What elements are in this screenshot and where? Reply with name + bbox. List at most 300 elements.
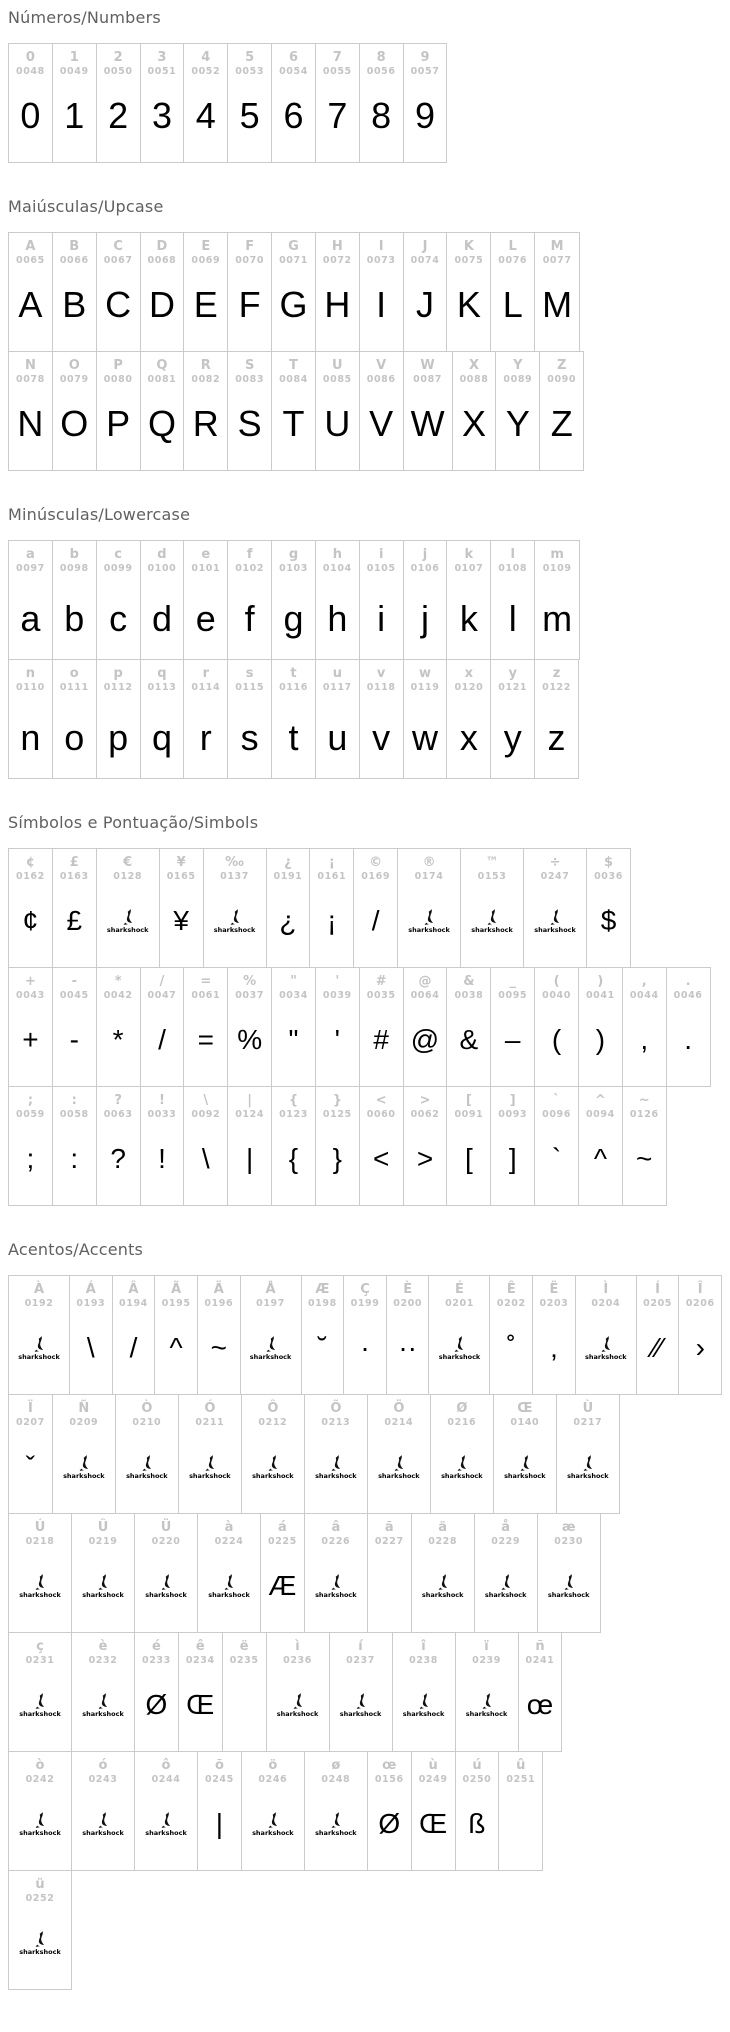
char-glyph: 0 bbox=[20, 95, 41, 136]
char-label: ] bbox=[509, 1093, 516, 1108]
char-cell bbox=[9, 1395, 52, 1513]
glyph-area bbox=[237, 1002, 262, 1078]
glyph-area bbox=[327, 694, 347, 770]
sharkshock-logo bbox=[211, 909, 259, 934]
char-cell bbox=[537, 1514, 600, 1632]
glyph-area bbox=[457, 267, 481, 343]
sharkshock-logo bbox=[312, 1574, 360, 1599]
char-cell bbox=[140, 44, 184, 162]
char-label: æ bbox=[561, 1520, 576, 1535]
sharkshock-logo bbox=[419, 1574, 467, 1599]
glyph-area bbox=[130, 1310, 138, 1386]
glyph-area bbox=[411, 1002, 439, 1078]
shark-fin-icon bbox=[203, 1455, 217, 1471]
char-label: Ç bbox=[360, 1282, 370, 1297]
sharkshock-logo-text: sharkshock bbox=[378, 1471, 420, 1480]
char-glyph: 4 bbox=[195, 95, 216, 136]
char-cell bbox=[140, 233, 184, 351]
glyph-area bbox=[60, 1429, 108, 1505]
sharkshock-logo-text: sharkshock bbox=[471, 925, 513, 934]
glyph-area bbox=[552, 1002, 561, 1078]
char-cell bbox=[183, 541, 227, 659]
sharkshock-logo bbox=[375, 1455, 423, 1480]
sharkshock-logo bbox=[205, 1574, 253, 1599]
char-glyph: , bbox=[640, 1024, 649, 1055]
glyph-area bbox=[417, 1121, 433, 1197]
glyph-area bbox=[23, 883, 39, 959]
char-code: 0122 bbox=[542, 682, 571, 693]
char-label: s bbox=[245, 666, 254, 681]
sharkshock-logo bbox=[16, 1693, 64, 1718]
sharkshock-logo-text: sharkshock bbox=[249, 1352, 292, 1361]
char-cell bbox=[9, 44, 52, 162]
section-rows bbox=[8, 232, 730, 471]
char-label: ó bbox=[98, 1758, 108, 1773]
char-code: 0077 bbox=[542, 255, 572, 266]
char-cell bbox=[9, 541, 52, 659]
char-label: ì bbox=[295, 1639, 300, 1654]
char-glyph: s bbox=[240, 717, 259, 758]
char-glyph: N bbox=[17, 403, 44, 444]
glyph-area bbox=[194, 267, 218, 343]
section bbox=[8, 813, 730, 1206]
glyph-area bbox=[238, 386, 262, 462]
shark-fin-icon bbox=[33, 1693, 47, 1709]
shark-fin-icon bbox=[329, 1455, 343, 1471]
char-label: _ bbox=[509, 974, 516, 989]
char-glyph: O bbox=[60, 403, 89, 444]
char-cell bbox=[523, 849, 586, 967]
char-glyph: \ bbox=[201, 1143, 210, 1174]
char-label: ¢ bbox=[25, 855, 35, 870]
char-code: 0037 bbox=[235, 990, 265, 1001]
char-cell bbox=[534, 233, 579, 351]
char-cell bbox=[315, 660, 359, 778]
sharkshock-logo bbox=[438, 1455, 486, 1480]
char-cell bbox=[52, 660, 96, 778]
char-glyph: ·· bbox=[398, 1332, 417, 1363]
char-cell bbox=[52, 352, 96, 470]
sharkshock-logo bbox=[405, 909, 453, 934]
char-code: 0119 bbox=[410, 682, 440, 693]
glyph-area bbox=[205, 1548, 253, 1624]
char-label: K bbox=[463, 239, 474, 254]
char-glyph: Œ bbox=[186, 1689, 215, 1720]
glyph-area bbox=[501, 1429, 549, 1505]
shark-fin-icon bbox=[77, 1455, 91, 1471]
shark-fin-icon bbox=[121, 909, 135, 925]
char-glyph: U bbox=[324, 403, 351, 444]
char-glyph: f bbox=[244, 598, 255, 639]
char-cell bbox=[240, 1276, 301, 1394]
char-label: $ bbox=[603, 855, 613, 870]
char-label: V bbox=[376, 358, 387, 373]
char-glyph: ¢ bbox=[22, 905, 39, 936]
char-label: W bbox=[420, 358, 435, 373]
char-label: Q bbox=[156, 358, 168, 373]
char-label: 6 bbox=[288, 50, 298, 65]
char-label: â bbox=[331, 1520, 341, 1535]
char-glyph: 5 bbox=[239, 95, 260, 136]
char-label: N bbox=[24, 358, 36, 373]
char-label: P bbox=[113, 358, 123, 373]
sharkshock-logo-text: sharkshock bbox=[534, 925, 576, 934]
char-label: Œ bbox=[517, 1401, 533, 1416]
char-cell bbox=[183, 1087, 227, 1205]
char-cell bbox=[183, 233, 227, 351]
char-glyph: w bbox=[412, 717, 439, 758]
sharkshock-logo bbox=[104, 909, 152, 934]
sharkshock-logo bbox=[337, 1693, 385, 1718]
char-code: 0093 bbox=[498, 1109, 528, 1120]
glyph-area bbox=[142, 1548, 190, 1624]
char-label: R bbox=[200, 358, 211, 373]
char-code: 0161 bbox=[317, 871, 347, 882]
char-label: c bbox=[114, 547, 122, 562]
char-glyph: I bbox=[376, 284, 387, 325]
glyph-area bbox=[552, 1121, 561, 1197]
char-code: 0066 bbox=[59, 255, 89, 266]
sharkshock-logo bbox=[247, 1336, 295, 1361]
char-cell bbox=[301, 1276, 344, 1394]
char-glyph: i bbox=[377, 598, 386, 639]
glyph-area bbox=[170, 1310, 183, 1386]
char-cell bbox=[304, 1752, 367, 1870]
char-label: J bbox=[422, 239, 428, 254]
glyph-area bbox=[211, 883, 259, 959]
char-code: 0198 bbox=[307, 1298, 337, 1309]
char-label: C bbox=[113, 239, 123, 254]
char-cell bbox=[556, 1395, 619, 1513]
char-cell bbox=[403, 233, 447, 351]
char-cell bbox=[96, 233, 140, 351]
glyph-area bbox=[211, 1310, 227, 1386]
char-code: 0065 bbox=[16, 255, 45, 266]
glyph-area bbox=[240, 1667, 248, 1743]
char-cell bbox=[183, 968, 227, 1086]
char-label: O bbox=[68, 358, 80, 373]
glyph-area bbox=[372, 694, 390, 770]
glyph-area bbox=[411, 386, 445, 462]
char-code: 0099 bbox=[103, 563, 133, 574]
glyph-row bbox=[8, 1632, 562, 1752]
char-label: # bbox=[375, 974, 387, 989]
char-cell bbox=[227, 352, 271, 470]
char-glyph: v bbox=[372, 717, 391, 758]
char-code: 0220 bbox=[151, 1536, 181, 1547]
shark-fin-icon bbox=[518, 1455, 532, 1471]
char-code: 0245 bbox=[205, 1774, 234, 1785]
char-label: [ bbox=[465, 1093, 472, 1108]
char-cell bbox=[227, 44, 271, 162]
sharkshock-logo-text: sharkshock bbox=[189, 1471, 231, 1480]
char-label: Ó bbox=[204, 1401, 216, 1416]
sharkshock-logo-text: sharkshock bbox=[441, 1471, 483, 1480]
char-code: 0235 bbox=[229, 1655, 259, 1666]
char-code: 0104 bbox=[322, 563, 352, 574]
char-cell bbox=[266, 1633, 329, 1751]
char-cell bbox=[430, 1395, 493, 1513]
shark-fin-icon bbox=[581, 1455, 595, 1471]
char-label: Y bbox=[513, 358, 523, 373]
char-label: D bbox=[156, 239, 168, 254]
char-cell bbox=[315, 541, 359, 659]
char-cell bbox=[495, 352, 539, 470]
char-code: 0088 bbox=[459, 374, 489, 385]
shark-fin-icon bbox=[480, 1693, 494, 1709]
char-code: 0094 bbox=[585, 1109, 615, 1120]
char-code: 0089 bbox=[503, 374, 533, 385]
char-glyph: - bbox=[69, 1024, 79, 1055]
sharkshock-logo bbox=[274, 1693, 322, 1718]
char-cell bbox=[329, 1633, 392, 1751]
sharkshock-logo bbox=[60, 1455, 108, 1480]
char-glyph: ˚ bbox=[506, 1332, 516, 1363]
char-code: 0091 bbox=[454, 1109, 484, 1120]
char-code: 0083 bbox=[235, 374, 265, 385]
glyph-area bbox=[460, 694, 478, 770]
char-code: 0205 bbox=[643, 1298, 673, 1309]
char-glyph: T bbox=[282, 403, 305, 444]
sharkshock-logo bbox=[501, 1455, 549, 1480]
glyph-area bbox=[70, 1121, 78, 1197]
char-label: ú bbox=[472, 1758, 482, 1773]
glyph-area bbox=[684, 1002, 692, 1078]
char-label: S bbox=[244, 358, 255, 373]
char-code: 0230 bbox=[554, 1536, 584, 1547]
char-cell bbox=[490, 1087, 534, 1205]
char-glyph: £ bbox=[66, 905, 83, 936]
glyph-area bbox=[16, 1905, 64, 1981]
glyph-area bbox=[158, 1002, 166, 1078]
sharkshock-logo-text: sharkshock bbox=[106, 925, 149, 934]
char-label: F bbox=[245, 239, 255, 254]
char-cell bbox=[359, 352, 403, 470]
char-cell bbox=[96, 849, 159, 967]
char-code: 0085 bbox=[322, 374, 352, 385]
char-label: H bbox=[331, 239, 343, 254]
char-label: = bbox=[200, 974, 212, 989]
shark-fin-icon bbox=[354, 1693, 368, 1709]
char-cell bbox=[490, 968, 534, 1086]
glyph-area bbox=[249, 1429, 297, 1505]
char-code: 0078 bbox=[16, 374, 45, 385]
section-title: Minúsculas/Lowercase bbox=[8, 505, 191, 524]
sharkshock-logo-text: sharkshock bbox=[19, 1709, 61, 1718]
glyph-area bbox=[158, 1121, 166, 1197]
char-glyph: F bbox=[238, 284, 261, 325]
char-label: L bbox=[508, 239, 517, 254]
char-label: Û bbox=[97, 1520, 109, 1535]
char-glyph: # bbox=[373, 1024, 389, 1055]
sharkshock-logo-text: sharkshock bbox=[18, 1352, 60, 1361]
section-rows bbox=[8, 43, 730, 163]
char-code: 0036 bbox=[594, 871, 623, 882]
char-cell bbox=[359, 233, 403, 351]
char-code: 0076 bbox=[498, 255, 528, 266]
char-label: ! bbox=[158, 1093, 165, 1108]
char-label: I bbox=[378, 239, 384, 254]
char-code: 0114 bbox=[191, 682, 221, 693]
char-code: 0059 bbox=[16, 1109, 45, 1120]
char-label: Ü bbox=[160, 1520, 172, 1535]
glyph-area bbox=[545, 1548, 593, 1624]
sharkshock-logo bbox=[463, 1693, 511, 1718]
char-label: Ô bbox=[267, 1401, 279, 1416]
char-glyph: G bbox=[279, 284, 308, 325]
glyph-area bbox=[596, 1002, 605, 1078]
char-code: 0096 bbox=[542, 1109, 571, 1120]
char-code: 0140 bbox=[510, 1417, 540, 1428]
char-cell bbox=[266, 849, 310, 967]
char-code: 0082 bbox=[191, 374, 221, 385]
char-code: 0058 bbox=[59, 1109, 89, 1120]
glyph-area bbox=[601, 883, 617, 959]
char-cell bbox=[622, 968, 666, 1086]
glyph-area bbox=[200, 694, 212, 770]
sharkshock-logo bbox=[564, 1455, 612, 1480]
char-code: 0039 bbox=[322, 990, 352, 1001]
char-label: 4 bbox=[201, 50, 211, 65]
char-label: Ï bbox=[28, 1401, 33, 1416]
glyph-area bbox=[463, 1667, 511, 1743]
char-label: Ö bbox=[393, 1401, 405, 1416]
char-cell bbox=[241, 1752, 304, 1870]
char-code: 0204 bbox=[591, 1298, 621, 1309]
char-code: 0239 bbox=[472, 1655, 501, 1666]
char-label: ç bbox=[36, 1639, 44, 1654]
sharkshock-logo-text: sharkshock bbox=[408, 925, 450, 934]
glyph-area bbox=[377, 575, 385, 651]
shark-fin-icon bbox=[159, 1812, 173, 1828]
char-glyph: ¡ bbox=[327, 905, 337, 936]
char-glyph: 1 bbox=[64, 95, 85, 136]
sharkshock-logo-text: sharkshock bbox=[547, 1590, 590, 1599]
char-glyph: S bbox=[237, 403, 262, 444]
char-label: ô bbox=[161, 1758, 171, 1773]
glyph-row bbox=[8, 232, 580, 352]
char-label: Å bbox=[265, 1282, 276, 1297]
char-label: ; bbox=[27, 1093, 34, 1108]
glyph-area bbox=[551, 386, 573, 462]
char-glyph: W bbox=[410, 403, 445, 444]
glyph-area bbox=[113, 1002, 124, 1078]
char-code: 0060 bbox=[366, 1109, 396, 1120]
char-code: 0044 bbox=[629, 990, 659, 1001]
char-label: ù bbox=[428, 1758, 438, 1773]
char-cell bbox=[197, 1276, 240, 1394]
glyph-area bbox=[327, 78, 347, 154]
char-code: 0212 bbox=[258, 1417, 288, 1428]
char-label: Ñ bbox=[78, 1401, 90, 1416]
char-cell bbox=[446, 1087, 490, 1205]
char-glyph: ˘ bbox=[317, 1332, 328, 1363]
glyph-area bbox=[460, 1002, 479, 1078]
sharkshock-logo bbox=[435, 1336, 483, 1361]
char-cell bbox=[69, 1276, 112, 1394]
glyph-area bbox=[282, 386, 304, 462]
glyph-area bbox=[15, 1310, 63, 1386]
glyph-area bbox=[64, 694, 84, 770]
char-cell bbox=[578, 1087, 622, 1205]
glyph-area bbox=[20, 694, 40, 770]
char-label: ' bbox=[335, 974, 340, 989]
shark-fin-icon bbox=[562, 1574, 576, 1590]
glyph-area bbox=[241, 694, 259, 770]
char-glyph: y bbox=[503, 717, 522, 758]
char-cell bbox=[52, 849, 96, 967]
char-code: 0209 bbox=[69, 1417, 99, 1428]
char-code: 0249 bbox=[418, 1774, 448, 1785]
char-code: 0100 bbox=[147, 563, 177, 574]
char-label: { bbox=[288, 1093, 299, 1108]
char-label: Â bbox=[128, 1282, 139, 1297]
char-code: 0080 bbox=[103, 374, 133, 385]
char-cell bbox=[115, 1395, 178, 1513]
section-title: Maiúsculas/Upcase bbox=[8, 197, 164, 216]
char-label: å bbox=[501, 1520, 511, 1535]
char-label: Ú bbox=[34, 1520, 46, 1535]
char-cell bbox=[446, 541, 490, 659]
char-cell bbox=[455, 1633, 518, 1751]
sharkshock-logo bbox=[79, 1574, 127, 1599]
glyph-row bbox=[8, 43, 447, 163]
shark-fin-icon bbox=[96, 1693, 110, 1709]
char-code: 0053 bbox=[235, 66, 265, 77]
glyph-area bbox=[20, 575, 40, 651]
char-cell bbox=[460, 849, 523, 967]
glyph-area bbox=[564, 1429, 612, 1505]
shark-fin-icon bbox=[329, 1574, 343, 1590]
char-cell bbox=[490, 660, 534, 778]
char-code: 0090 bbox=[547, 374, 577, 385]
char-code: 0174 bbox=[414, 871, 444, 882]
sharkshock-logo-text: sharkshock bbox=[584, 1352, 627, 1361]
char-glyph: R bbox=[192, 403, 219, 444]
char-code: 0125 bbox=[322, 1109, 352, 1120]
shark-fin-icon bbox=[33, 1812, 47, 1828]
char-cell bbox=[271, 233, 315, 351]
glyph-area bbox=[653, 1310, 662, 1386]
char-cell bbox=[452, 352, 496, 470]
char-code: 0074 bbox=[410, 255, 440, 266]
char-code: 0216 bbox=[447, 1417, 477, 1428]
char-code: 0054 bbox=[279, 66, 308, 77]
char-label: 1 bbox=[69, 50, 79, 65]
glyph-area bbox=[360, 1310, 369, 1386]
char-label: l bbox=[510, 547, 515, 562]
char-glyph: t bbox=[288, 717, 299, 758]
char-cell bbox=[446, 233, 490, 351]
char-cell bbox=[403, 44, 447, 162]
char-code: 0102 bbox=[235, 563, 265, 574]
char-code: 0165 bbox=[166, 871, 196, 882]
char-label: Á bbox=[85, 1282, 96, 1297]
char-code: 0252 bbox=[25, 1893, 55, 1904]
glyph-area bbox=[239, 267, 261, 343]
char-cell bbox=[9, 849, 52, 967]
char-glyph: X bbox=[461, 403, 486, 444]
sharkshock-logo-text: sharkshock bbox=[276, 1709, 319, 1718]
char-code: 0063 bbox=[103, 1109, 133, 1120]
glyph-area bbox=[283, 575, 303, 651]
char-cell bbox=[578, 968, 622, 1086]
char-cell bbox=[9, 1276, 69, 1394]
char-code: 0038 bbox=[454, 990, 484, 1001]
char-glyph: ? bbox=[110, 1143, 126, 1174]
char-cell bbox=[490, 233, 534, 351]
char-cell bbox=[96, 541, 140, 659]
